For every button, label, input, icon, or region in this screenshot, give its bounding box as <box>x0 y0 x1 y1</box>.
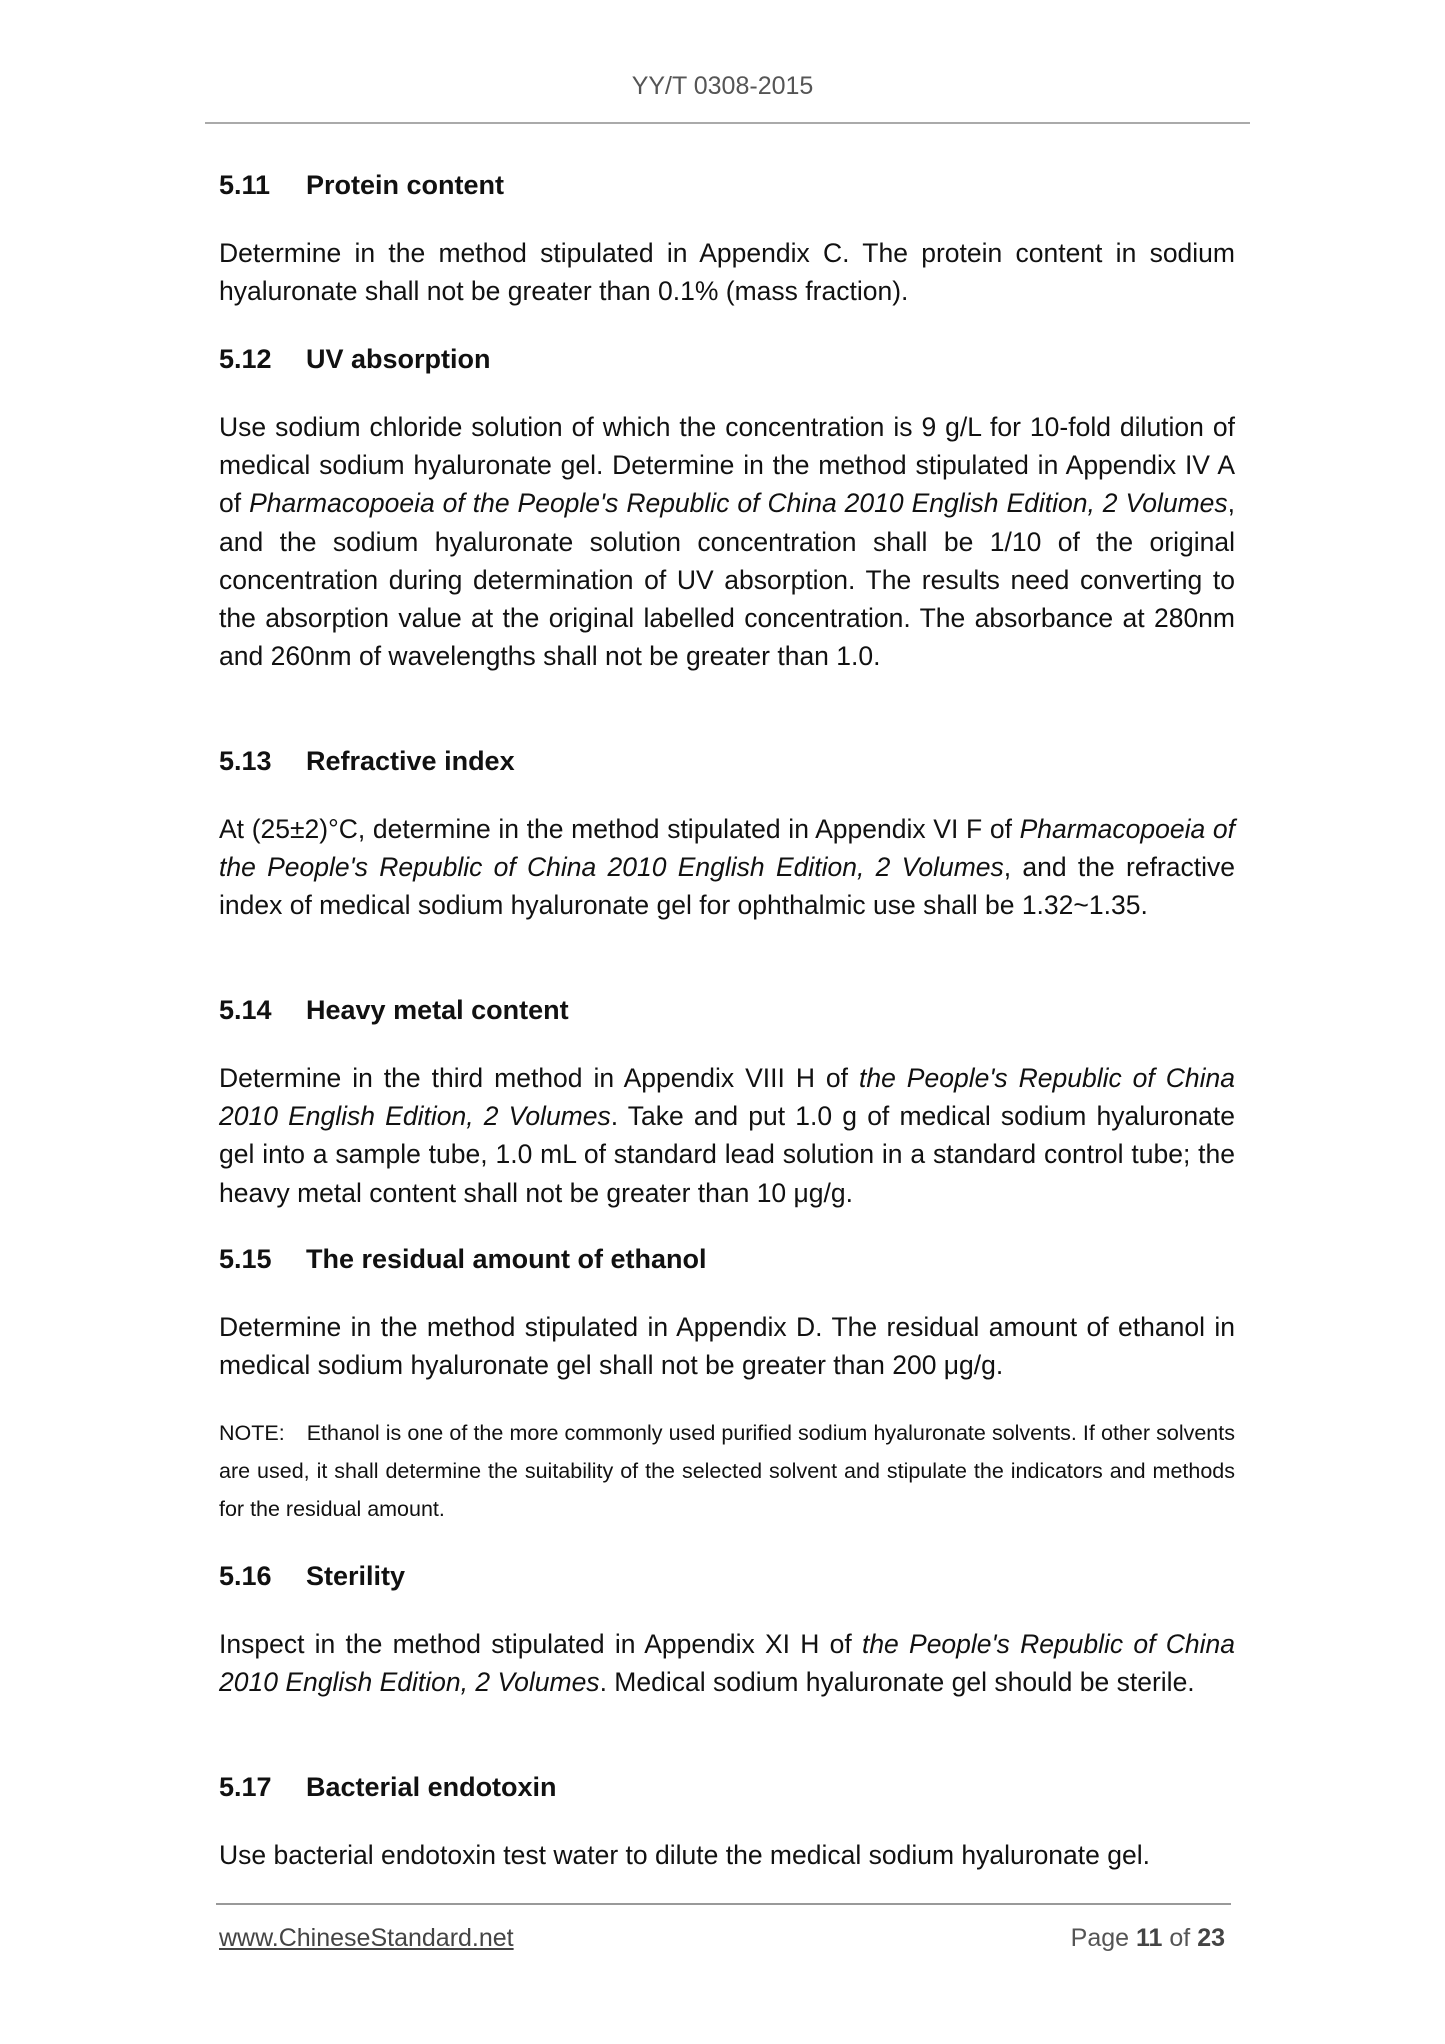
italic-citation: Pharmacopoeia of the People's Republic of China 2010 English Edition, 2 Volumes <box>249 488 1228 519</box>
paragraph-text: Use bacterial endotoxin test water to dilute the medical sodium hyaluronate gel. <box>219 1840 1150 1870</box>
section-number: 5.14 <box>219 995 272 1025</box>
note-paragraph <box>219 1414 1235 1528</box>
paragraph-text: Inspect in the method stipulated in Appendix XI H of <box>219 1629 862 1659</box>
page-of: of <box>1169 1924 1191 1952</box>
italic-citation: the People's Republic of China 2010 English Edition, 2 Volumes <box>219 1063 1235 1132</box>
italic-citation: the People's Republic of China 2010 English Edition, 2 Volumes <box>219 1629 1235 1698</box>
section-title: Refractive index <box>306 746 515 776</box>
paragraph-text: , and the refractive index of medical sodium hyaluronate gel for ophthalmic use shall be 1.32~1.35. <box>219 852 1235 921</box>
note-label: NOTE: <box>219 1421 285 1445</box>
section-heading-5-13 <box>219 746 515 777</box>
section-number: 5.11 <box>219 170 271 200</box>
note-text: Ethanol is one of the more commonly used purified sodium hyaluronate solvents. If other solvents are used, it shall determine the suitability of the selected solvent and stipulate the indicators and methods for the residual amount. <box>219 1421 1235 1521</box>
section-paragraph-5-15 <box>219 1308 1235 1384</box>
document-code-header: YY/T 0308-2015 <box>631 72 814 100</box>
section-number: 5.15 <box>219 1244 272 1274</box>
section-number: 5.16 <box>219 1561 272 1591</box>
paragraph-text: , and the sodium hyaluronate solution concentration shall be 1/10 of the original concentration during determination of UV absorption. The results need converting to the absorption value at the original labelled concentration. The absorbance at 280nm and 260nm of wavelengths shall not be greater than 1.0. <box>219 488 1236 672</box>
section-number: 5.17 <box>219 1772 272 1802</box>
section-paragraph-5-14 <box>219 1059 1235 1212</box>
section-heading-5-14 <box>219 995 569 1026</box>
section-heading-5-11 <box>219 170 504 201</box>
section-title: Heavy metal content <box>306 995 569 1025</box>
section-title: UV absorption <box>306 344 491 374</box>
page-total: 23 <box>1197 1924 1225 1952</box>
website-link[interactable]: www.ChineseStandard.net <box>219 1924 514 1952</box>
footer-divider <box>216 1903 1231 1905</box>
section-paragraph-5-16 <box>219 1625 1235 1701</box>
section-number: 5.12 <box>219 344 272 374</box>
paragraph-text: . Medical sodium hyaluronate gel should be sterile. <box>599 1667 1195 1698</box>
paragraph-text: Determine in the third method in Appendix VIII H of <box>219 1063 859 1093</box>
paragraph-text: Determine in the method stipulated in Appendix D. The residual amount of ethanol in medical sodium hyaluronate gel shall not be greater than 200 μg/g. <box>219 1312 1235 1381</box>
paragraph-text: Use sodium chloride solution of which the concentration is 9 g/L for 10-fold dilution of medical sodium hyaluronate gel. Determine in the method stipulated in Appendix IV A of <box>219 412 1235 519</box>
section-heading-5-12 <box>219 344 491 375</box>
italic-citation: Pharmacopoeia of the People's Republic of China 2010 English Edition, 2 Volumes <box>219 814 1235 883</box>
section-number: 5.13 <box>219 746 272 776</box>
section-heading-5-17 <box>219 1772 557 1803</box>
section-paragraph-5-12 <box>219 408 1235 675</box>
section-paragraph-5-17 <box>219 1836 1235 1874</box>
section-heading-5-15 <box>219 1244 707 1275</box>
section-paragraph-5-13 <box>219 810 1235 925</box>
header-divider <box>205 122 1250 124</box>
section-paragraph-5-11 <box>219 234 1235 310</box>
paragraph-text: . Take and put 1.0 g of medical sodium hyaluronate gel into a sample tube, 1.0 mL of standard lead solution in a standard control tube; the heavy metal content shall not be greater than 10 μg/g. <box>219 1101 1235 1208</box>
section-title: Sterility <box>306 1561 406 1591</box>
section-heading-5-16 <box>219 1561 405 1592</box>
section-title: Protein content <box>306 170 505 200</box>
paragraph-text: Determine in the method stipulated in Appendix C. The protein content in sodium hyaluronate shall not be greater than 0.1% (mass fraction). <box>219 238 1235 307</box>
page-current: 11 <box>1135 1924 1163 1952</box>
section-title: The residual amount of ethanol <box>306 1244 707 1274</box>
page-number <box>1071 1924 1225 1953</box>
paragraph-text: At (25±2)°C, determine in the method stipulated in Appendix VI F of <box>219 814 1020 844</box>
page-prefix: Page <box>1070 1924 1130 1952</box>
section-title: Bacterial endotoxin <box>306 1772 557 1802</box>
